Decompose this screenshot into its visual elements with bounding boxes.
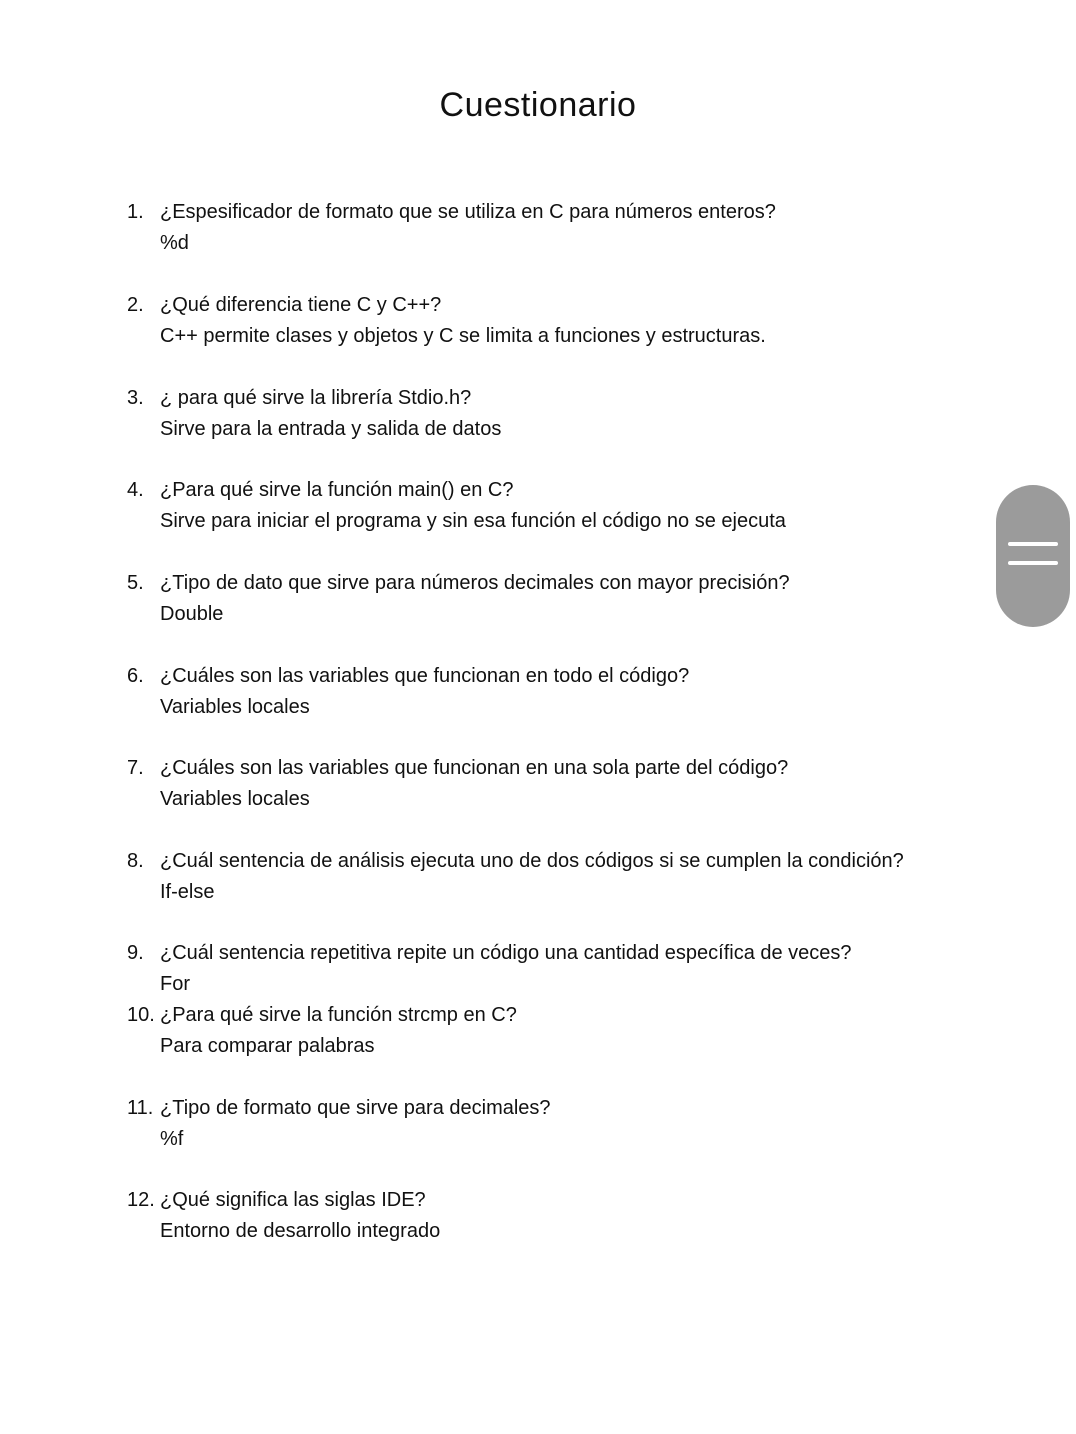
answer-text: %f (160, 1128, 184, 1150)
answer-text: If-else (160, 881, 215, 903)
scroll-handle[interactable] (996, 485, 1070, 627)
question-number: 5. (127, 572, 144, 594)
question-number: 11. (127, 1097, 154, 1119)
answer-text: Double (160, 603, 224, 625)
question-number: 6. (127, 665, 144, 687)
question-text: ¿Cuáles son las variables que funcionan en una sola parte del código? (160, 757, 789, 779)
answer-text: %d (160, 232, 189, 254)
document-title: Cuestionario (439, 86, 637, 124)
question-text: ¿Para qué sirve la función main() en C? (160, 479, 514, 501)
question-text: ¿Para qué sirve la función strcmp en C? (160, 1004, 517, 1026)
answer-text: Para comparar palabras (160, 1035, 375, 1057)
question-number: 2. (127, 294, 144, 316)
question-text: ¿Cuál sentencia repetitiva repite un código una cantidad específica de veces? (160, 942, 852, 964)
question-text: ¿Cuáles son las variables que funcionan en todo el código? (160, 665, 690, 687)
question-number: 12. (127, 1189, 155, 1211)
question-number: 1. (127, 201, 144, 223)
question-text: ¿ para qué sirve la librería Stdio.h? (160, 387, 472, 409)
question-number: 7. (127, 757, 144, 779)
answer-text: C++ permite clases y objetos y C se limita a funciones y estructuras. (160, 325, 766, 347)
question-text: ¿Qué diferencia tiene C y C++? (160, 294, 442, 316)
answer-text: Sirve para la entrada y salida de datos (160, 418, 502, 440)
question-text: ¿Cuál sentencia de análisis ejecuta uno de dos códigos si se cumplen la condición? (160, 850, 904, 872)
question-text: ¿Tipo de formato que sirve para decimales? (160, 1097, 551, 1119)
answer-text: Entorno de desarrollo integrado (160, 1220, 441, 1242)
answer-text: Variables locales (160, 696, 310, 718)
question-number: 3. (127, 387, 144, 409)
answer-text: For (160, 973, 190, 995)
question-number: 8. (127, 850, 144, 872)
question-text: ¿Espesificador de formato que se utiliza en C para números enteros? (160, 201, 776, 223)
question-text: ¿Tipo de dato que sirve para números decimales con mayor precisión? (160, 572, 790, 594)
question-text: ¿Qué significa las siglas IDE? (160, 1189, 426, 1211)
question-number: 10. (127, 1004, 155, 1026)
question-number: 4. (127, 479, 144, 501)
answer-text: Sirve para iniciar el programa y sin esa función el código no se ejecuta (160, 510, 786, 532)
answer-text: Variables locales (160, 788, 310, 810)
question-number: 9. (127, 942, 144, 964)
